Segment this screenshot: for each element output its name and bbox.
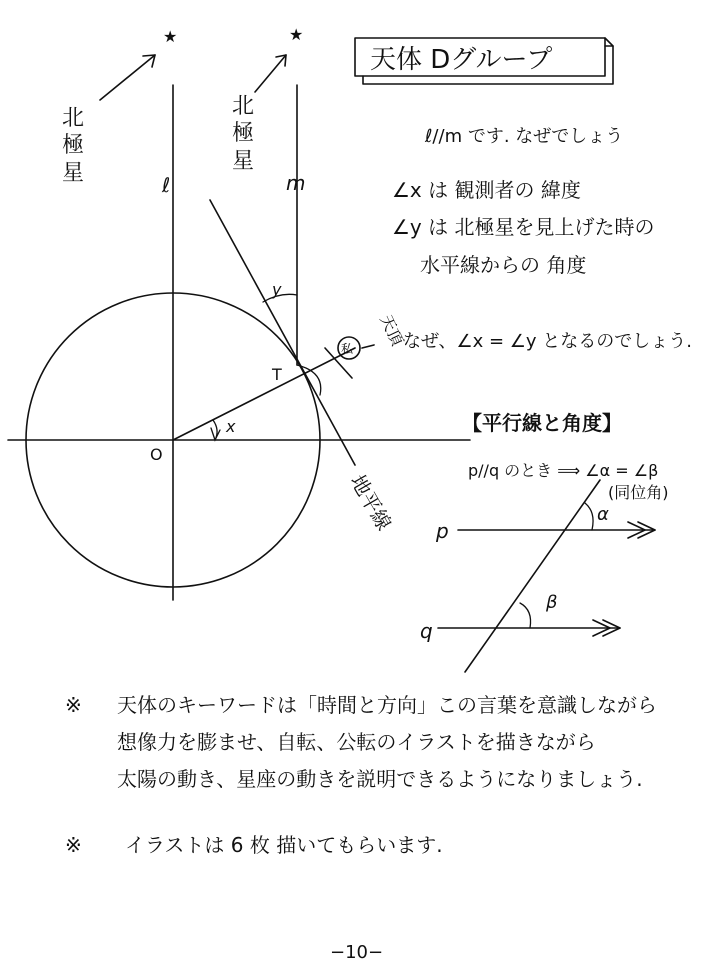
alpha-label: α — [597, 504, 609, 525]
line-q-label: q — [420, 619, 433, 643]
title-box — [355, 38, 613, 84]
footer-line-3: 太陽の動き、星座の動きを説明できるようになりましょう. — [117, 767, 643, 791]
note-q1: ℓ//m です. なぜでしょう — [425, 126, 624, 147]
svg-text:北: 北 — [232, 94, 255, 119]
star-icon-right: ★ — [289, 25, 304, 44]
line-m-label: m — [286, 171, 306, 195]
arrow-to-star-right — [255, 55, 286, 92]
zenith-label: 天頂 — [376, 311, 408, 349]
svg-text:極: 極 — [62, 133, 85, 158]
radius-line — [173, 348, 355, 440]
beta-label: β — [546, 592, 558, 613]
beta-arc — [520, 603, 531, 628]
line-l-label: ℓ — [162, 173, 171, 197]
page-number: −10− — [330, 942, 384, 963]
svg-text:北: 北 — [62, 106, 85, 131]
footer-mark-1: ※ — [65, 693, 82, 717]
star-icon-left: ★ — [163, 27, 178, 46]
point-t-label: T — [272, 365, 282, 384]
footer-line-2: 想像力を膨ませ、自転、公転のイラストを描きながら — [117, 730, 596, 754]
center-o-label: O — [150, 445, 163, 464]
line-p-label: p — [436, 519, 449, 543]
parallel-rule: p//q のとき ⟹ ∠α = ∠β — [468, 461, 659, 480]
svg-text:私: 私 — [341, 342, 354, 356]
footer-line-1: 天体のキーワードは「時間と方向」この言葉を意識しながら — [117, 693, 657, 717]
angle-x-label: x — [226, 417, 236, 436]
footer-mark-2: ※ — [65, 833, 82, 857]
note-q2: ∠x は 観測者の 緯度 — [392, 178, 581, 202]
note-q4: 水平線からの 角度 — [420, 253, 587, 277]
svg-text:星: 星 — [62, 161, 85, 186]
svg-text:極: 極 — [232, 121, 255, 146]
angle-y-label: y — [272, 280, 282, 299]
transversal-line — [465, 480, 600, 672]
alpha-arc — [585, 503, 593, 530]
note-q3: ∠y は 北極星を見上げた時の — [392, 215, 655, 239]
arrow-to-star-left — [100, 55, 155, 100]
parallel-heading: 【平行線と角度】 — [462, 411, 622, 435]
polaris-label-right — [232, 94, 254, 174]
polaris-label-left — [62, 106, 84, 186]
horizon-label: 地平線 — [345, 470, 397, 535]
svg-text:星: 星 — [232, 149, 255, 174]
title: 天体 Dグループ — [370, 45, 553, 75]
footer-line-4: イラストは 6 枚 描いてもらいます. — [125, 833, 443, 857]
note-q5: なぜ、∠x = ∠y となるのでしょう. — [403, 331, 693, 352]
parallel-rule-note: (同位角) — [608, 483, 669, 502]
